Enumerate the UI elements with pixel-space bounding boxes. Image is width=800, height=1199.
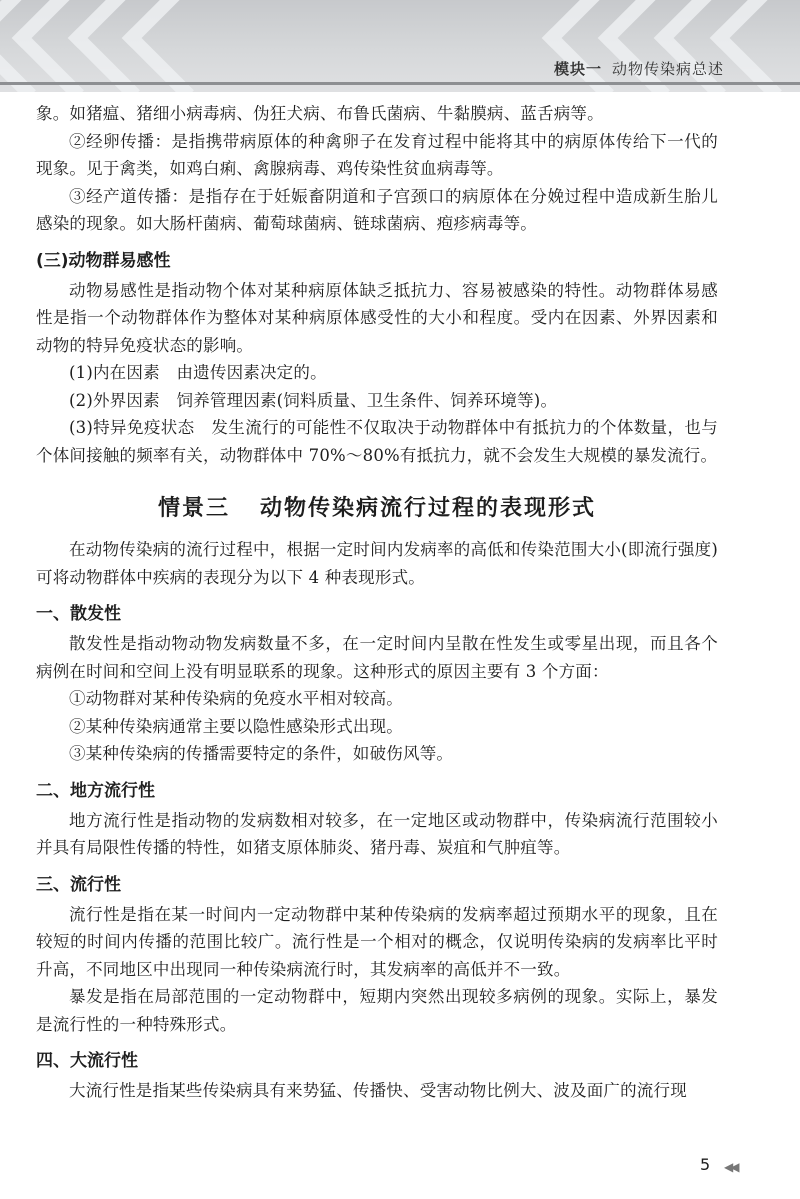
page-number: 5 bbox=[700, 1155, 711, 1174]
paragraph: ②经卵传播：是指携带病原体的种禽卵子在发育过程中能将其中的病原体传给下一代的现象。见于禽类，如鸡白痢、禽腺病毒、鸡传染性贫血病毒等。 bbox=[36, 131, 718, 178]
subsection-heading: 二、地方流行性 bbox=[36, 780, 155, 801]
list-item: ①动物群对某种传染病的免疫水平相对较高。 bbox=[69, 689, 403, 708]
paragraph: 在动物传染病的流行过程中，根据一定时间内发病率的高低和传染范围大小(即流行强度)可将动物群体中疾病的表现分为以下 4 种表现形式。 bbox=[36, 540, 718, 587]
header-rule bbox=[0, 82, 800, 85]
header-banner bbox=[0, 0, 800, 92]
subsection-heading: 一、散发性 bbox=[36, 604, 121, 624]
subsection-heading: (三)动物群易感性 bbox=[36, 250, 171, 271]
section-title bbox=[36, 491, 718, 522]
paragraph: 地方流行性是指动物的发病数相对较多，在一定地区或动物群中，传染病流行范围较小并具有局限性传播的特性，如猪支原体肺炎、猪丹毒、炭疽和气肿疽等。 bbox=[36, 810, 718, 857]
chapter-title: 动物传染病总述 bbox=[611, 60, 724, 78]
subsection-heading: 四、大流行性 bbox=[36, 1051, 138, 1071]
list-item: ②某种传染病通常主要以隐性感染形式出现。 bbox=[69, 716, 403, 736]
section-label: 情景三 bbox=[157, 496, 230, 521]
running-header bbox=[554, 58, 724, 79]
list-item: ③某种传染病的传播需要特定的条件，如破伤风等。 bbox=[69, 744, 454, 763]
page-arrow-icon: ◀◀ bbox=[724, 1160, 737, 1174]
module-label: 模块一 bbox=[553, 60, 602, 78]
paragraph: 大流行性是指某些传染病具有来势猛、传播快、受害动物比例大、波及面广的流行现 bbox=[69, 1081, 687, 1100]
list-item: (3)特异免疫状态 发生流行的可能性不仅取决于动物群体中有抵抗力的个体数量，也与个体间接触的频率有关，动物群体中 70%～80%有抵抗力，就不会发生大规模的暴发流行。 bbox=[36, 418, 718, 465]
list-item: (2)外界因素 饲养管理因素(饲料质量、卫生条件、饲养环境等)。 bbox=[69, 390, 558, 410]
subsection-heading: 三、流行性 bbox=[36, 874, 121, 895]
paragraph: 散发性是指动物动物发病数量不多，在一定时间内呈散在性发生或零星出现，而且各个病例在时间和空间上没有明显联系的现象。这种形式的原因主要有 3 个方面： bbox=[36, 634, 718, 681]
paragraph: 象。如猪瘟、猪细小病毒病、伪狂犬病、布鲁氏菌病、牛黏膜病、蓝舌病等。 bbox=[36, 104, 604, 123]
paragraph: ③经产道传播：是指存在于妊娠畜阴道和子宫颈口的病原体在分娩过程中造成新生胎儿感染的现象。如大肠杆菌病、葡萄球菌病、链球菌病、疱疹病毒等。 bbox=[36, 186, 718, 233]
page-body bbox=[36, 100, 718, 1105]
paragraph: 动物易感性是指动物个体对某种病原体缺乏抵抗力、容易被感染的特性。动物群体易感性是指一个动物群体作为整体对某种病原体感受性的大小和程度。受内在因素、外界因素和动物的特异免疫状态的影响。 bbox=[36, 280, 718, 355]
section-title-text: 动物传染病流行过程的表现形式 bbox=[260, 496, 597, 521]
paragraph: 流行性是指在某一时间内一定动物群中某种传染病的发病率超过预期水平的现象，且在较短的时间内传播的范围比较广。流行性是一个相对的概念，仅说明传染病的发病率比平时升高，不同地区中出现同一种传染病流行时，其发病率的高低并不一致。 bbox=[36, 904, 718, 979]
list-item: (1)内在因素 由遗传因素决定的。 bbox=[69, 363, 327, 382]
paragraph: 暴发是指在局部范围的一定动物群中，短期内突然出现较多病例的现象。实际上，暴发是流行性的一种特殊形式。 bbox=[36, 987, 718, 1034]
